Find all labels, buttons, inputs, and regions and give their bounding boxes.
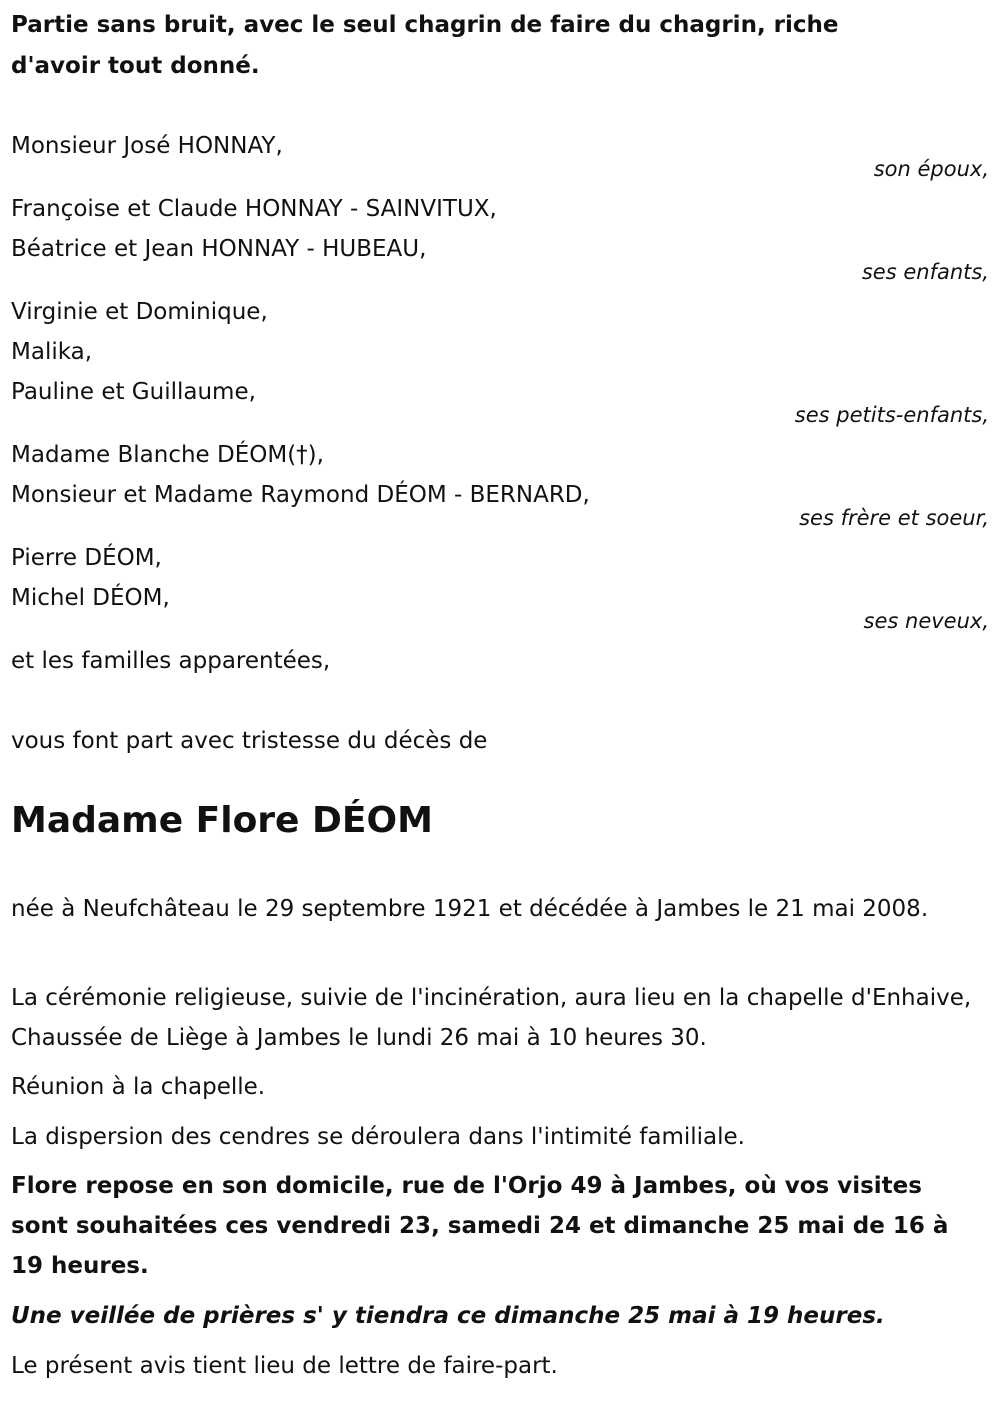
family-name: Pauline et Guillaume, <box>11 379 256 405</box>
family-name: Monsieur et Madame Raymond DÉOM - BERNARD, <box>11 482 590 508</box>
announcement: vous font part avec tristesse du décès de <box>11 728 488 754</box>
family-relation: ses petits-enfants, <box>794 403 989 427</box>
closing-note: Le présent avis tient lieu de lettre de faire-part. <box>11 1353 558 1379</box>
vigil-info: Une veillée de prières s' y tiendra ce dimanche 25 mai à 19 heures. <box>11 1303 885 1329</box>
ceremony-info: La cérémonie religieuse, suivie de l'incinération, aura lieu en la chapelle d'Enhaive, Chaussée de Liège à Jambes le lundi 26 mai à 10 heures 30. <box>11 985 972 1051</box>
ashes-info: La dispersion des cendres se déroulera dans l'intimité familiale. <box>11 1124 745 1150</box>
family-relation: ses neveux, <box>863 609 989 633</box>
birth-death-info: née à Neufchâteau le 29 septembre 1921 et décédée à Jambes le 21 mai 2008. <box>11 896 929 922</box>
family-relation: ses frère et soeur, <box>799 506 989 530</box>
families-line: et les familles apparentées, <box>11 648 331 674</box>
family-name: Michel DÉOM, <box>11 585 170 611</box>
intro-line-2: d'avoir tout donné. <box>11 53 260 79</box>
family-relation: ses enfants, <box>861 260 989 284</box>
intro-line-1: Partie sans bruit, avec le seul chagrin de faire du chagrin, riche <box>11 12 839 38</box>
deceased-name: Madame Flore DÉOM <box>11 800 433 841</box>
meeting-info: Réunion à la chapelle. <box>11 1074 266 1100</box>
family-name: Madame Blanche DÉOM(†), <box>11 442 324 468</box>
visitation-info: Flore repose en son domicile, rue de l'Orjo 49 à Jambes, où vos visites sont souhaitées ces vendredi 23, samedi 24 et dimanche 25 mai de 16 à 19 heures. <box>11 1173 949 1279</box>
family-name: Françoise et Claude HONNAY - SAINVITUX, <box>11 196 497 222</box>
family-relation: son époux, <box>873 157 989 181</box>
family-name: Monsieur José HONNAY, <box>11 133 283 159</box>
family-name: Virginie et Dominique, <box>11 299 268 325</box>
family-name: Pierre DÉOM, <box>11 545 162 571</box>
family-name: Malika, <box>11 339 93 365</box>
family-name: Béatrice et Jean HONNAY - HUBEAU, <box>11 236 427 262</box>
